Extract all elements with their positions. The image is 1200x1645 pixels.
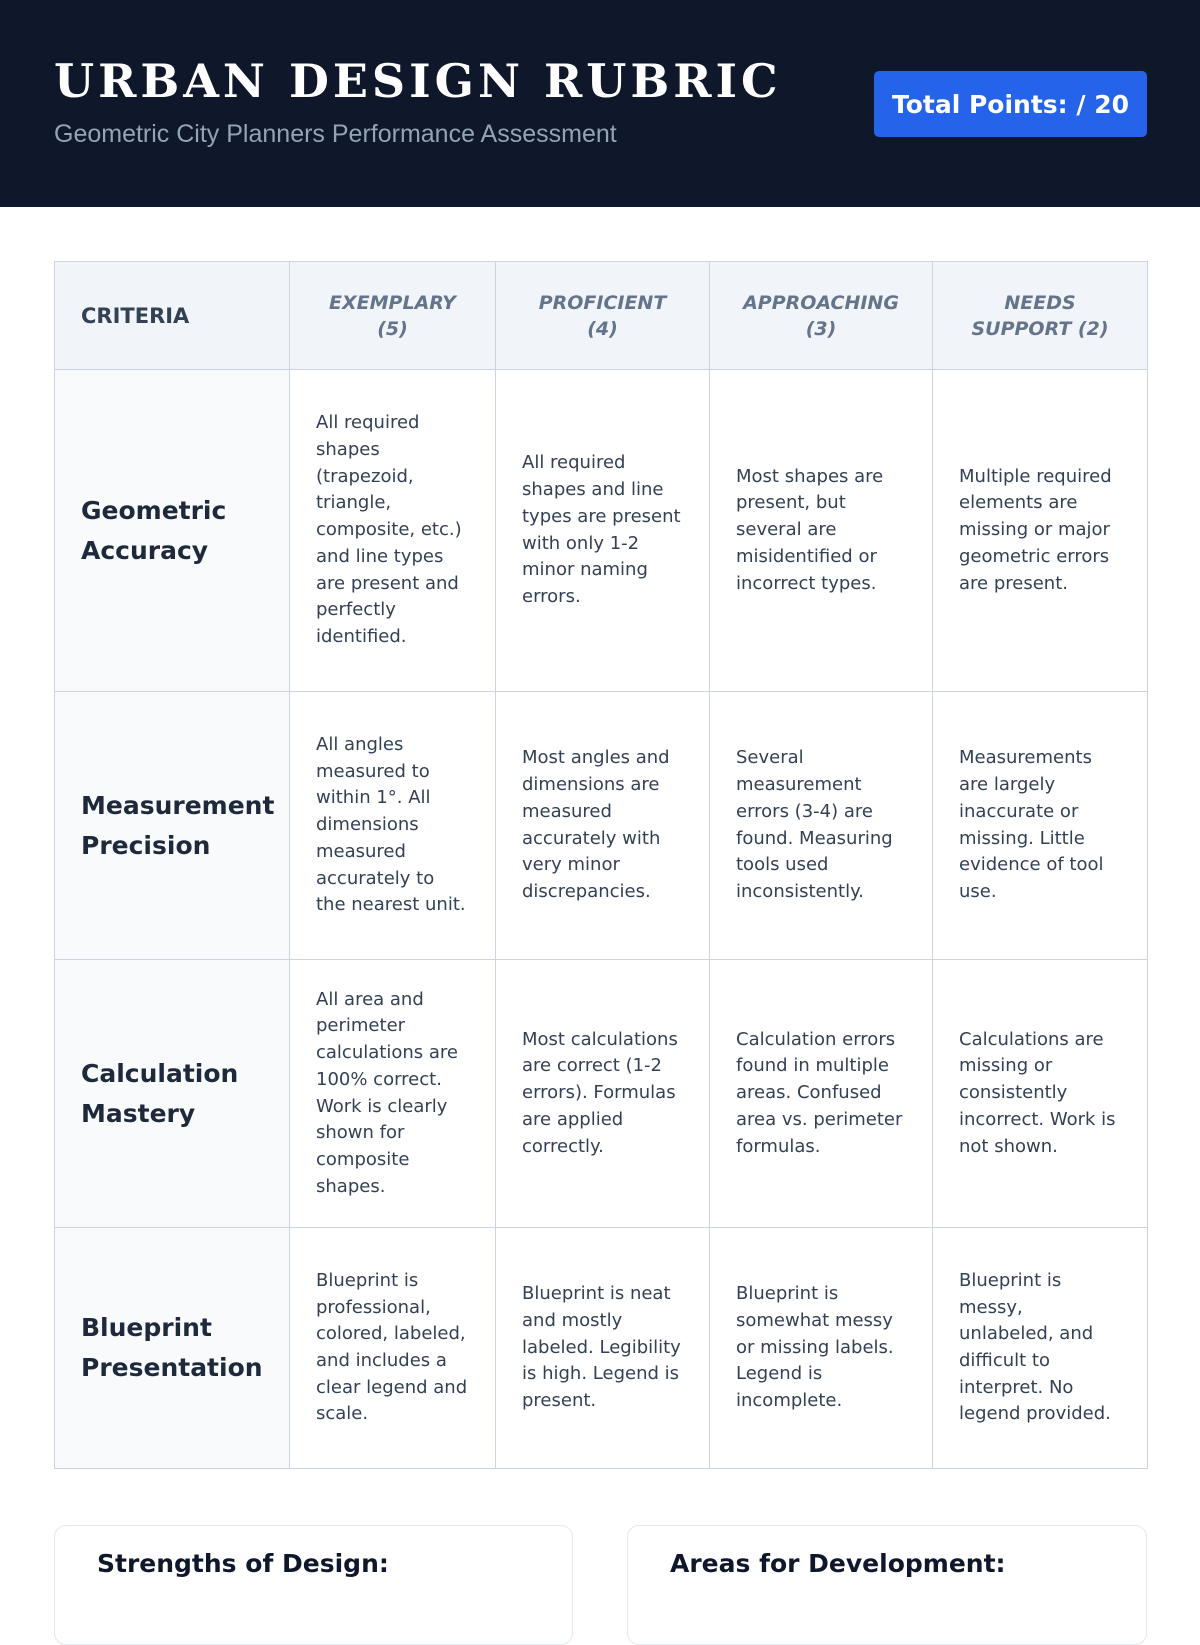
strengths-title: Strengths of Design:	[97, 1549, 389, 1578]
table-row	[55, 692, 1148, 960]
rubric-cell: Most angles and dimensions are measured accurately with very minor discrepancies.	[496, 692, 710, 960]
column-header-proficient: PROFICIENT (4)	[496, 262, 710, 370]
criterion-label: Blueprint Presentation	[55, 1228, 290, 1469]
rubric-cell: Measurements are largely inaccurate or missing. Little evidence of tool use.	[933, 692, 1148, 960]
rubric-table	[54, 261, 1148, 1469]
table-row	[55, 370, 1148, 692]
rubric-cell: Blueprint is professional, colored, labeled, and includes a clear legend and scale.	[290, 1228, 496, 1469]
development-card	[627, 1525, 1147, 1645]
criterion-label: Calculation Mastery	[55, 960, 290, 1228]
rubric-cell: All required shapes (trapezoid, triangle, composite, etc.) and line types are present and perfectly identified.	[290, 370, 496, 692]
column-header-approaching: APPROACHING (3)	[710, 262, 933, 370]
rubric-cell: Blueprint is messy, unlabeled, and difficult to interpret. No legend provided.	[933, 1228, 1148, 1469]
rubric-cell: Multiple required elements are missing or major geometric errors are present.	[933, 370, 1148, 692]
rubric-cell: All angles measured to within 1°. All dimensions measured accurately to the nearest unit.	[290, 692, 496, 960]
column-header-criteria: CRITERIA	[55, 262, 290, 370]
rubric-cell: Most shapes are present, but several are misidentified or incorrect types.	[710, 370, 933, 692]
criterion-label: Geometric Accuracy	[55, 370, 290, 692]
page-title: URBAN DESIGN RUBRIC	[54, 54, 782, 108]
total-points-badge: Total Points: / 20	[874, 71, 1147, 137]
table-row	[55, 960, 1148, 1228]
page-header	[0, 0, 1200, 207]
column-header-needs-support: NEEDS SUPPORT (2)	[933, 262, 1148, 370]
strengths-card	[54, 1525, 573, 1645]
rubric-header-row	[55, 262, 1148, 370]
rubric-cell: Calculations are missing or consistently incorrect. Work is not shown.	[933, 960, 1148, 1228]
rubric-cell: All area and perimeter calculations are 100% correct. Work is clearly shown for composite shapes.	[290, 960, 496, 1228]
rubric-cell: Blueprint is somewhat messy or missing labels. Legend is incomplete.	[710, 1228, 933, 1469]
development-title: Areas for Development:	[670, 1549, 1006, 1578]
column-header-exemplary: EXEMPLARY (5)	[290, 262, 496, 370]
criterion-label: Measurement Precision	[55, 692, 290, 960]
rubric-cell: Several measurement errors (3-4) are found. Measuring tools used inconsistently.	[710, 692, 933, 960]
table-row	[55, 1228, 1148, 1469]
page-subtitle: Geometric City Planners Performance Assessment	[54, 120, 617, 148]
rubric-cell: Calculation errors found in multiple areas. Confused area vs. perimeter formulas.	[710, 960, 933, 1228]
rubric-cell: All required shapes and line types are present with only 1-2 minor naming errors.	[496, 370, 710, 692]
rubric-cell: Blueprint is neat and mostly labeled. Legibility is high. Legend is present.	[496, 1228, 710, 1469]
rubric-cell: Most calculations are correct (1-2 errors). Formulas are applied correctly.	[496, 960, 710, 1228]
